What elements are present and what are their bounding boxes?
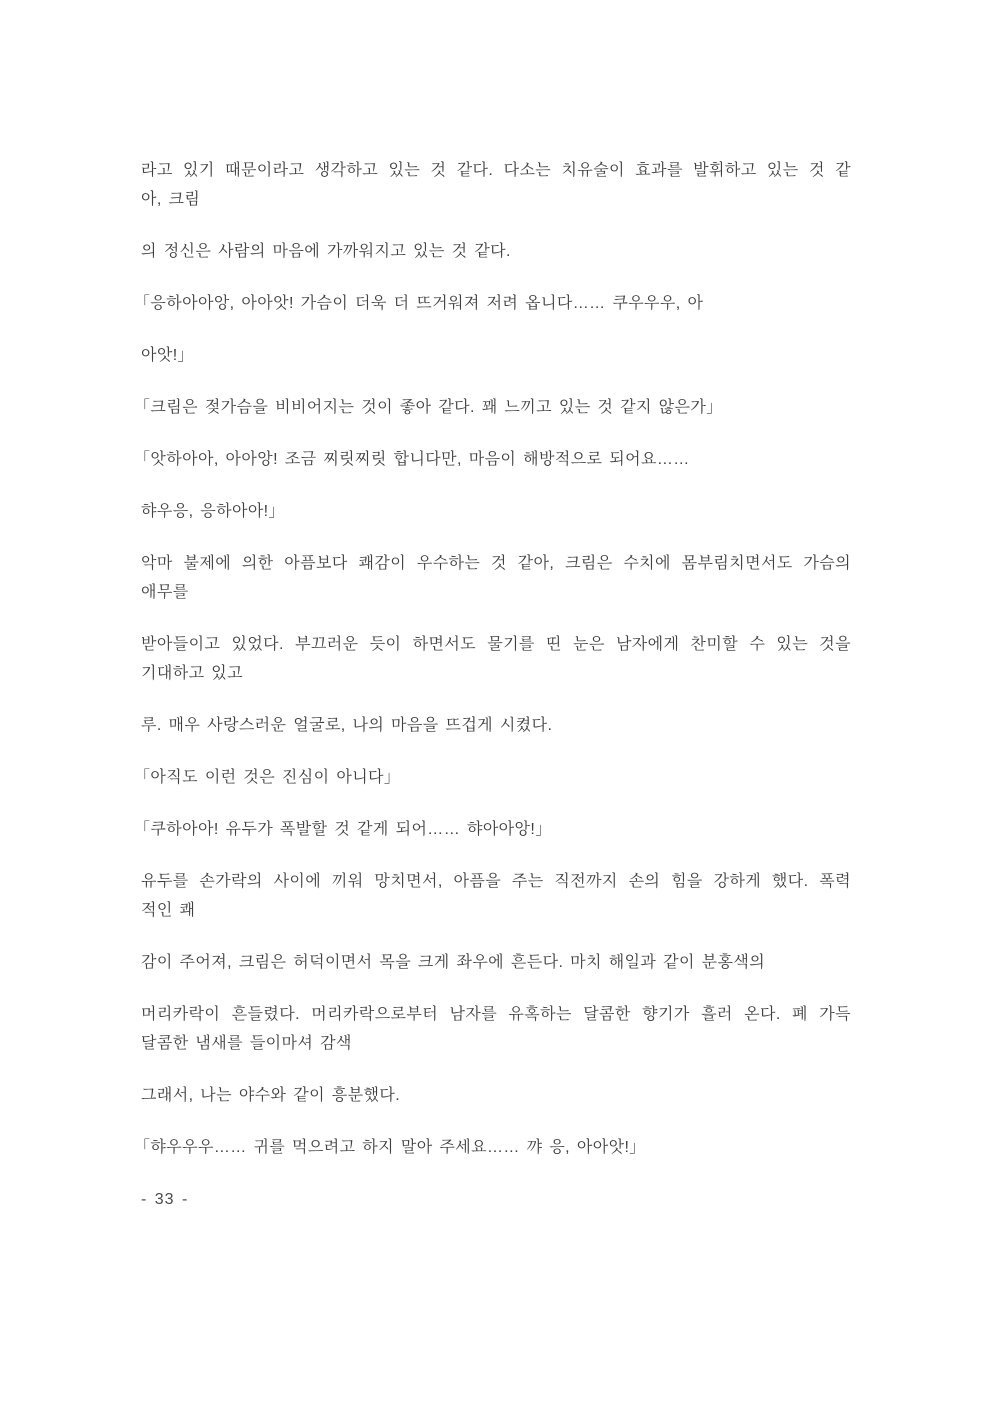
paragraph (141, 948, 851, 977)
paragraph (141, 1081, 851, 1110)
paragraph (141, 711, 851, 740)
paragraph (134, 393, 851, 422)
paragraph (141, 549, 851, 607)
text-line: 「아직도 이런 것은 진심이 아니다」 (134, 769, 401, 786)
text-line: 「크림은 젖가슴을 비비어지는 것이 좋아 같다. 꽤 느끼고 있는 것 같지 않은가」 (134, 399, 723, 416)
text-line: 아앗!」 (141, 347, 194, 364)
paragraph (141, 341, 851, 370)
paragraph (134, 815, 851, 844)
text-line: 「응하아아앙, 아아앗! 가슴이 더욱 더 뜨거워져 저려 옵니다…… 쿠우우우, 아 (134, 295, 704, 312)
paragraph (141, 867, 851, 925)
paragraph (141, 237, 851, 266)
text-line: 「앗하아아, 아아앙! 조금 찌릿찌릿 합니다만, 마음이 해방적으로 되어요…… (134, 451, 690, 468)
paragraph (134, 763, 851, 792)
paragraph (141, 1000, 851, 1058)
text-line: 받아들이고 있었다. 부끄러운 듯이 하면서도 물기를 띤 눈은 남자에게 찬미할 수 있는 것을 (141, 636, 851, 653)
text-line: 「햐우우우…… 귀를 먹으려고 하지 말아 주세요…… 꺄 응, 아아앗!」 (134, 1139, 646, 1156)
paragraph (141, 156, 851, 214)
text-line: 「쿠하아아! 유두가 폭발할 것 같게 되어…… 햐아아앙!」 (134, 821, 552, 838)
text-line: 루. 매우 사랑스러운 얼굴로, 나의 마음을 뜨겁게 시켰다. (141, 717, 553, 734)
text-line: 그래서, 나는 야수와 같이 흥분했다. (141, 1087, 401, 1104)
paragraph (134, 445, 851, 474)
paragraph (134, 1133, 851, 1162)
text-line: 달콤한 냄새를 들이마셔 감색 (141, 1035, 352, 1052)
paragraph (134, 289, 851, 318)
text-line: 기대하고 있고 (141, 665, 243, 682)
paragraph (141, 497, 851, 526)
page-number: - 33 - (141, 1191, 189, 1208)
text-line: 애무를 (141, 584, 189, 601)
text-line: 의 정신은 사람의 마음에 가까워지고 있는 것 같다. (141, 243, 511, 260)
text-line: 머리카락이 흔들렸다. 머리카락으로부터 남자를 유혹하는 달콤한 향기가 흘러 온다. 폐 가득 (141, 1006, 851, 1023)
text-line: 아, 크림 (141, 191, 201, 208)
text-line: 햐우응, 응하아아!」 (141, 503, 285, 520)
text-block (134, 156, 851, 1214)
text-line: 감이 주어져, 크림은 허덕이면서 목을 크게 좌우에 흔든다. 마치 해일과 같이 분홍색의 (141, 954, 766, 971)
text-line: 적인 쾌 (141, 902, 196, 919)
text-line: 유두를 손가락의 사이에 끼워 망치면서, 아픔을 주는 직전까지 손의 힘을 강하게 했다. 폭력 (141, 873, 851, 890)
paragraph (141, 630, 851, 688)
text-line: 악마 불제에 의한 아픔보다 쾌감이 우수하는 것 같아, 크림은 수치에 몸부림치면서도 가슴의 (141, 555, 851, 572)
text-line: 라고 있기 때문이라고 생각하고 있는 것 같다. 다소는 치유술이 효과를 발휘하고 있는 것 같 (141, 162, 851, 179)
